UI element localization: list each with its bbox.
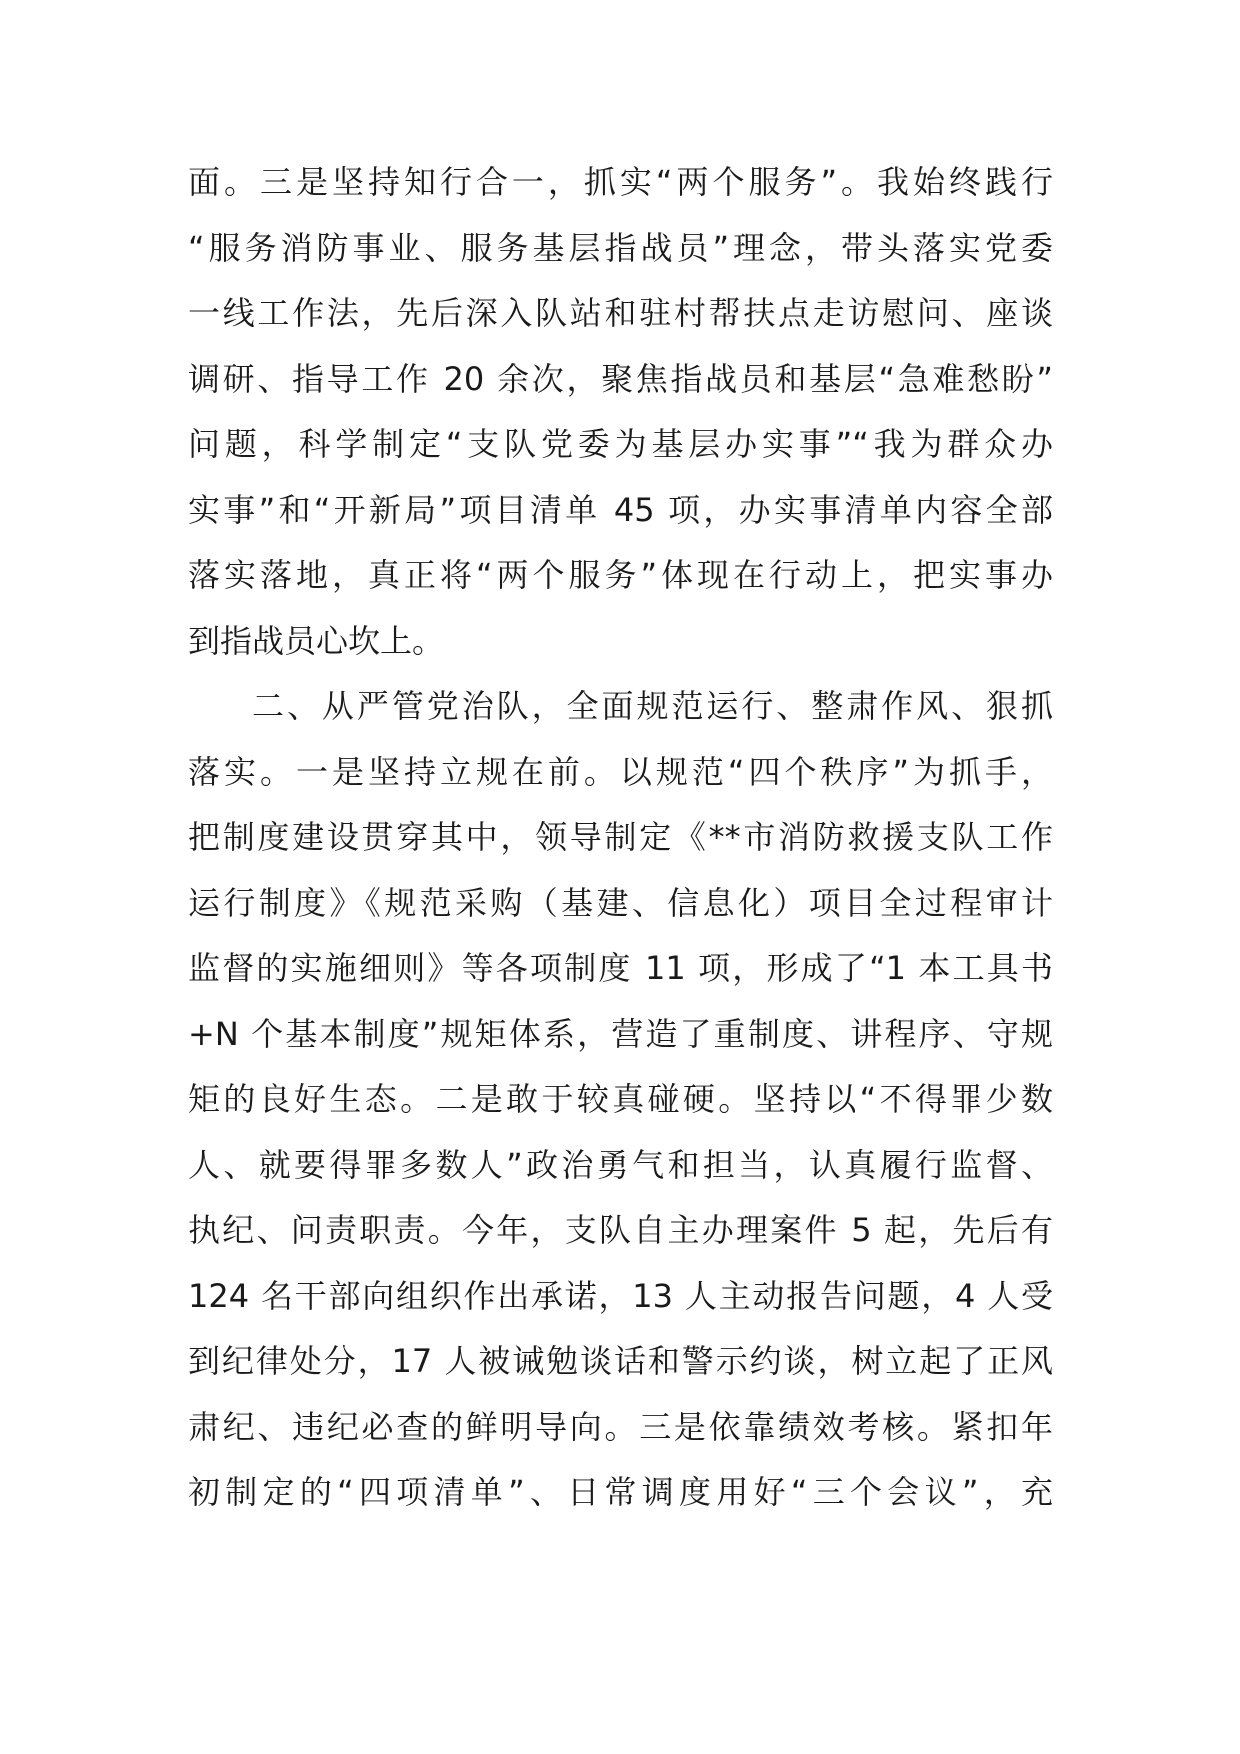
text-line: 人、就要得罪多数人”政治勇气和担当，认真履行监督、 [188,1145,1053,1184]
section-heading-line: 二、从严管党治队，全面规范运行、整肃作风、狠抓 [252,687,1053,725]
text-line: 问题，科学制定“支队党委为基层办实事”“我为群众办 [188,425,1053,463]
text-line: 监督的实施细则》等各项制度 11 项，形成了“1 本工具书 [188,949,1053,987]
text-line: 到纪律处分，17 人被诫勉谈话和警示约谈，树立起了正风 [188,1342,1053,1380]
text-line: 运行制度》《规范采购（基建、信息化）项目全过程审计 [188,883,1053,922]
body-text [188,150,1053,1526]
text-line: 面。三是坚持知行合一，抓实“两个服务”。我始终践行 [188,163,1053,201]
text-line: 实事”和“开新局”项目清单 45 项，办实事清单内容全部 [188,490,1053,529]
text-line: 落实。一是坚持立规在前。以规范“四个秩序”为抓手， [188,752,1053,791]
text-line: 把制度建设贯穿其中，领导制定《**市消防救援支队工作 [188,818,1053,856]
text-line: 调研、指导工作 20 余次，聚焦指战员和基层“急难愁盼” [188,359,1053,398]
text-line: 执纪、问责职责。今年，支队自主办理案件 5 起，先后有 [188,1211,1053,1249]
text-line: “服务消防事业、服务基层指战员”理念，带头落实党委 [188,228,1053,267]
text-line: 肃纪、违纪必查的鲜明导向。三是依靠绩效考核。紧扣年 [188,1407,1053,1446]
text-line: 一线工作法，先后深入队站和驻村帮扶点走访慰问、座谈 [188,294,1053,332]
text-line: 初制定的“四项清单”、日常调度用好“三个会议”，充 [188,1473,1053,1511]
text-line: 124 名干部向组织作出承诺，13 人主动报告问题，4 人受 [188,1276,1053,1315]
text-line: 落实落地，真正将“两个服务”体现在行动上，把实事办 [188,556,1053,594]
paragraph-end-line: 到指战员心坎上。 [188,621,445,660]
text-line: +N 个基本制度”规矩体系，营造了重制度、讲程序、守规 [188,1014,1053,1053]
text-line: 矩的良好生态。二是敢于较真碰硬。坚持以“不得罪少数 [188,1080,1053,1118]
